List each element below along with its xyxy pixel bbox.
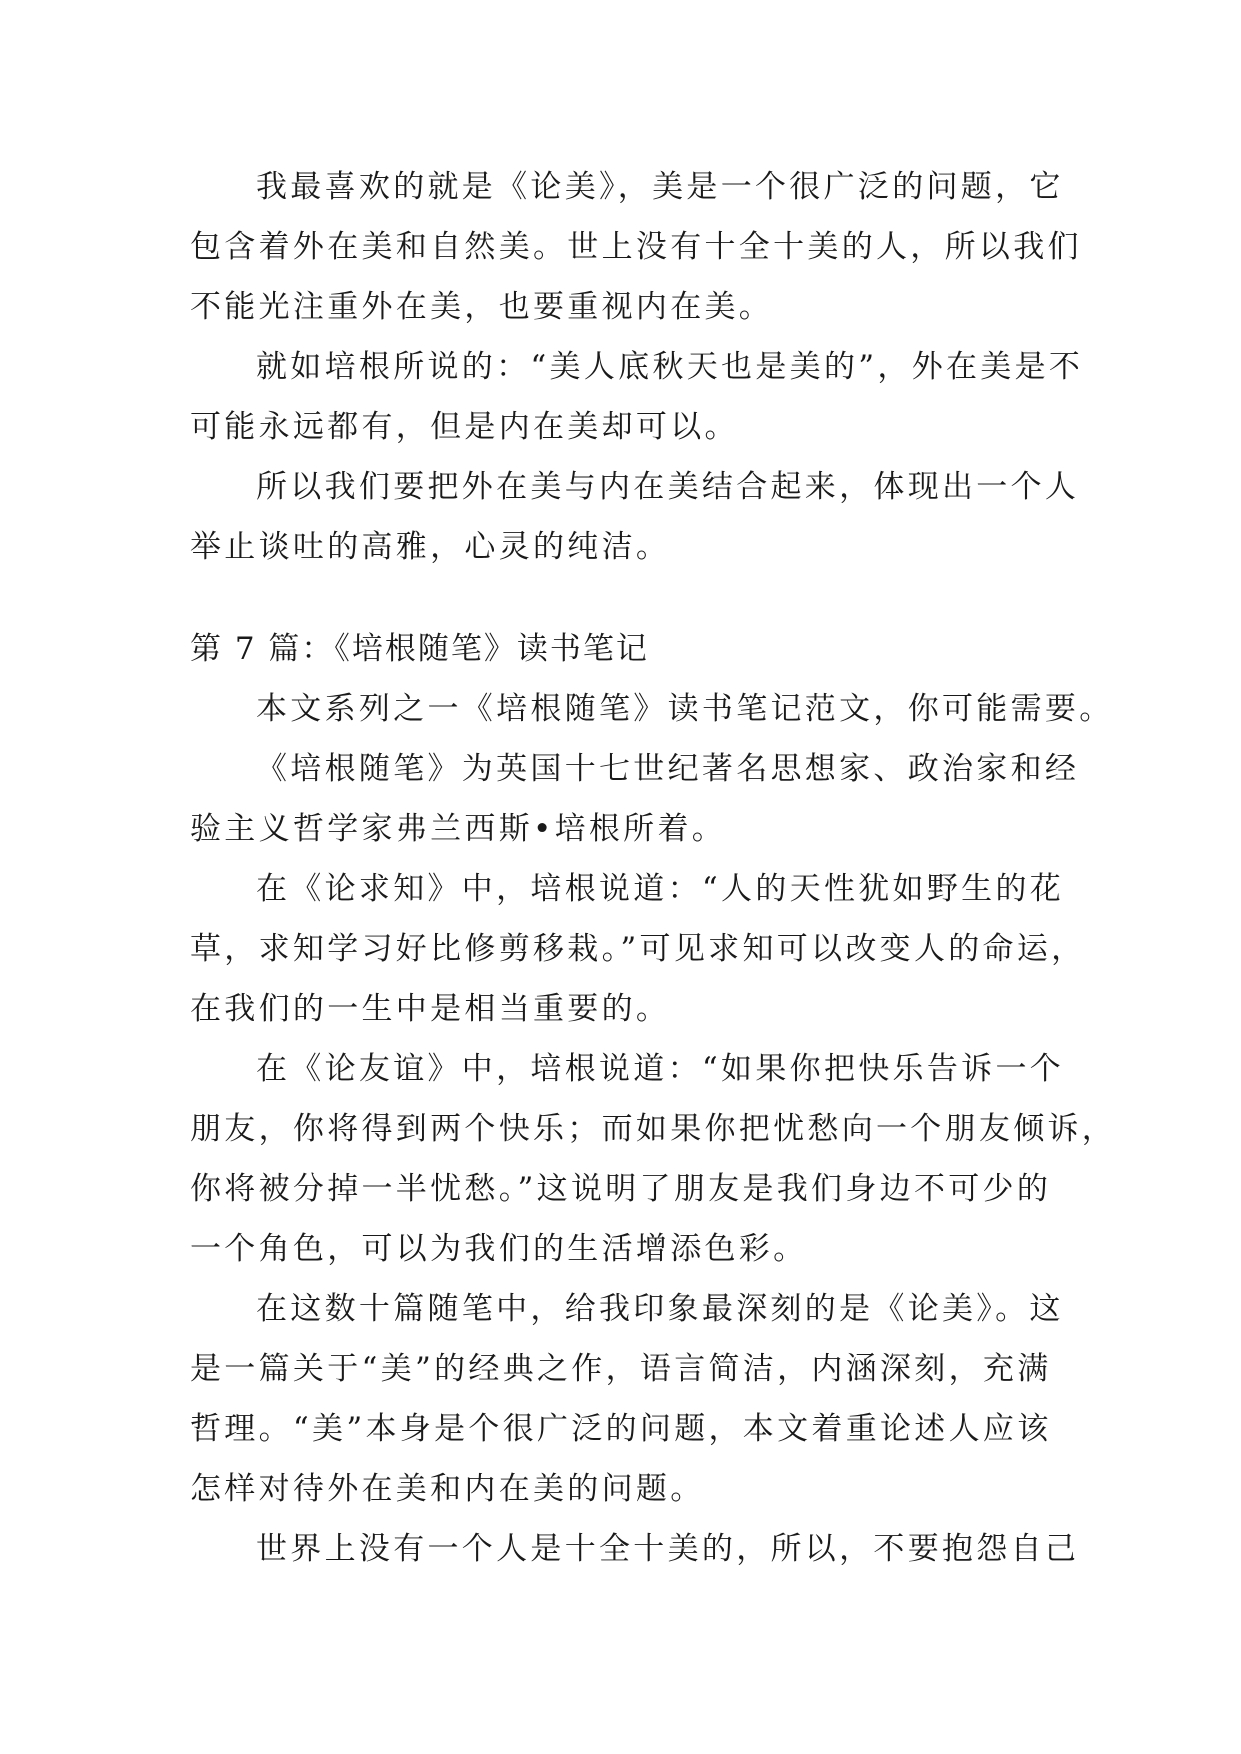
text-line: 举止谈吐的高雅，心灵的纯洁。 (190, 529, 671, 565)
text-line: 验主义哲学家弗兰西斯•培根所着。 (190, 811, 727, 847)
text-line: 怎样对待外在美和内在美的问题。 (190, 1471, 705, 1507)
text-line: 世界上没有一个人是十全十美的，所以，不要抱怨自己 (256, 1531, 1080, 1567)
text-line: 包含着外在美和自然美。世上没有十全十美的人，所以我们 (190, 229, 1082, 265)
text-line: 朋友，你将得到两个快乐；而如果你把忧愁向一个朋友倾诉， (190, 1111, 1117, 1147)
section-heading: 第 7 篇：《培根随笔》读书笔记 (190, 631, 649, 667)
text-line: 是一篇关于“美”的经典之作，语言简洁，内涵深刻，充满 (190, 1351, 1052, 1387)
text-line: 在我们的一生中是相当重要的。 (190, 991, 671, 1027)
text-line: 不能光注重外在美，也要重视内在美。 (190, 289, 774, 325)
text-line: 就如培根所说的：“美人底秋天也是美的”，外在美是不 (256, 349, 1084, 385)
text-line: 《培根随笔》为英国十七世纪著名思想家、政治家和经 (256, 751, 1080, 787)
text-line: 在《论求知》中，培根说道：“人的天性犹如野生的花 (256, 871, 1065, 907)
text-line: 草，求知学习好比修剪移栽。”可见求知可以改变人的命运， (190, 931, 1086, 967)
text-line: 在《论友谊》中，培根说道：“如果你把快乐告诉一个 (256, 1051, 1065, 1087)
text-line: 在这数十篇随笔中，给我印象最深刻的是《论美》。这 (256, 1291, 1064, 1327)
text-line: 本文系列之一《培根随笔》读书笔记范文，你可能需要。 (256, 691, 1114, 727)
text-line: 哲理。“美”本身是个很广泛的问题，本文着重论述人应该 (190, 1411, 1052, 1447)
text-line: 所以我们要把外在美与内在美结合起来，体现出一个人 (256, 469, 1080, 505)
text-line: 你将被分掉一半忧愁。”这说明了朋友是我们身边不可少的 (190, 1171, 1052, 1207)
text-line: 可能永远都有，但是内在美却可以。 (190, 409, 739, 445)
text-line: 一个角色，可以为我们的生活增添色彩。 (190, 1231, 808, 1267)
text-line: 我最喜欢的就是《论美》，美是一个很广泛的问题，它 (256, 169, 1064, 205)
